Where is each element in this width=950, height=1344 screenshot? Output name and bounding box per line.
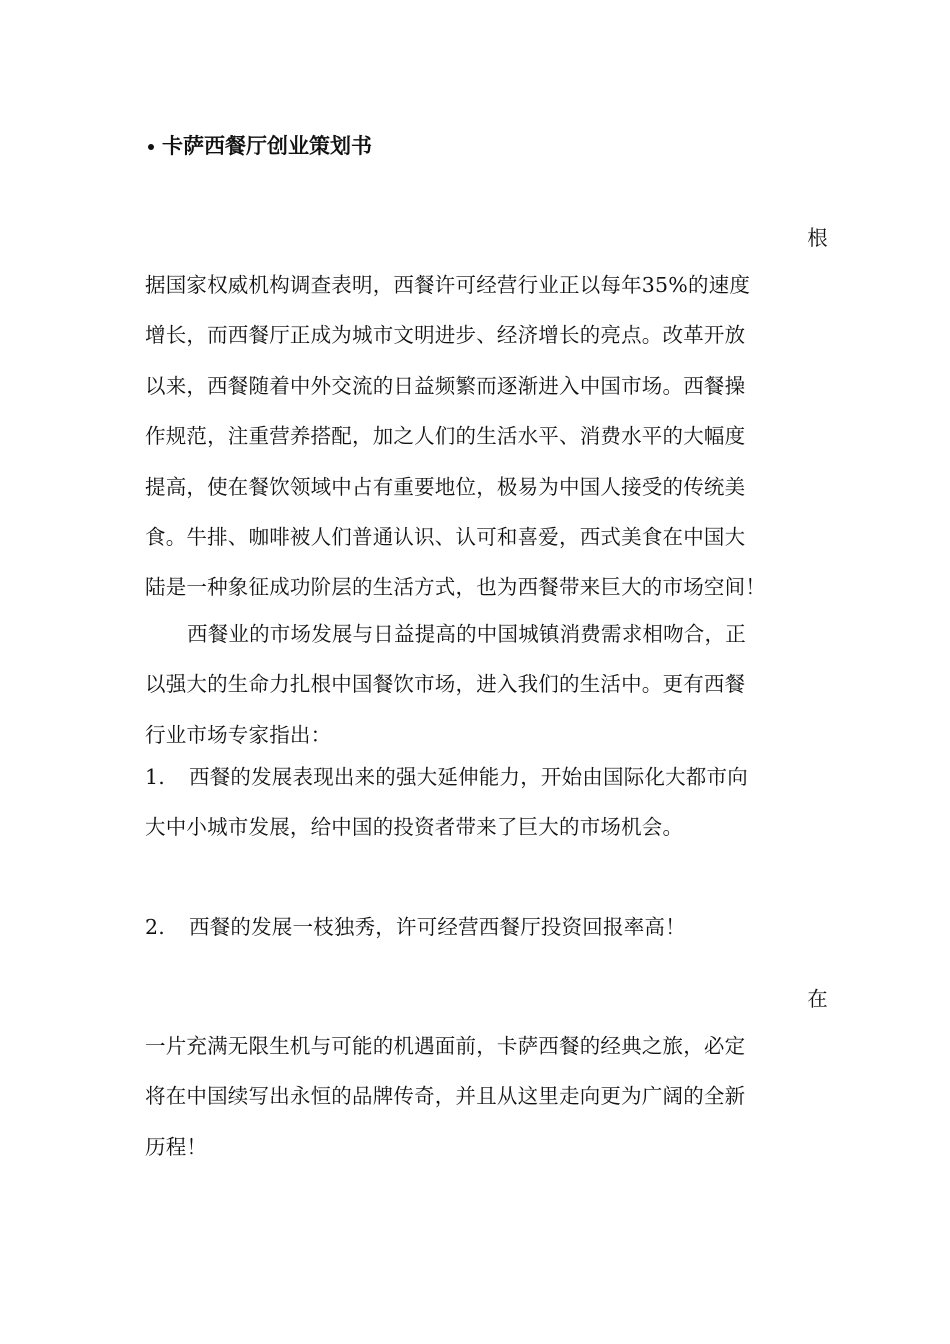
paragraph1-line: 陆是一种象征成功阶层的生活方式，也为西餐带来巨大的市场空间！: [145, 575, 766, 599]
bullet-icon: [148, 144, 154, 150]
paragraph1-line: 作规范，注重营养搭配，加之人们的生活水平、消费水平的大幅度: [145, 424, 746, 448]
paragraph1-line: 以来，西餐随着中外交流的日益频繁而逐渐进入中国市场。西餐操: [145, 374, 746, 398]
paragraph2-line: 以强大的生命力扎根中国餐饮市场，进入我们的生活中。更有西餐: [145, 672, 746, 696]
paragraph1-first-char: 根: [807, 226, 828, 250]
list-number: 2.: [145, 915, 165, 939]
paragraph3-line: 将在中国续写出永恒的品牌传奇，并且从这里走向更为广阔的全新: [145, 1084, 746, 1108]
paragraph3-line: 历程！: [145, 1135, 208, 1159]
paragraph2-line: 西餐业的市场发展与日益提高的中国城镇消费需求相吻合，正: [187, 622, 746, 646]
list-item-1: [145, 765, 748, 789]
list-text: 西餐的发展表现出来的强大延伸能力，开始由国际化大都市向: [189, 765, 748, 789]
paragraph1-line: 据国家权威机构调查表明，西餐许可经营行业正以每年35%的速度: [145, 273, 751, 297]
paragraph2-line: 行业市场专家指出：: [145, 723, 332, 747]
paragraph3-first-char: 在: [807, 987, 828, 1011]
list-item-1-cont: 大中小城市发展，给中国的投资者带来了巨大的市场机会。: [145, 815, 684, 839]
paragraph3-line: 一片充满无限生机与可能的机遇面前，卡萨西餐的经典之旅，必定: [145, 1034, 746, 1058]
paragraph1-line: 增长，而西餐厅正成为城市文明进步、经济增长的亮点。改革开放: [145, 323, 746, 347]
paragraph1-line: 食。牛排、咖啡被人们普通认识、认可和喜爱，西式美食在中国大: [145, 525, 746, 549]
title-text: 卡萨西餐厅创业策划书: [162, 134, 372, 158]
paragraph1-line: 提高，使在餐饮领域中占有重要地位，极易为中国人接受的传统美: [145, 475, 746, 499]
list-number: 1.: [145, 765, 165, 789]
list-text: 西餐的发展一枝独秀，许可经营西餐厅投资回报率高！: [189, 915, 686, 939]
list-item-2: [145, 915, 686, 939]
document-title: [148, 130, 372, 160]
